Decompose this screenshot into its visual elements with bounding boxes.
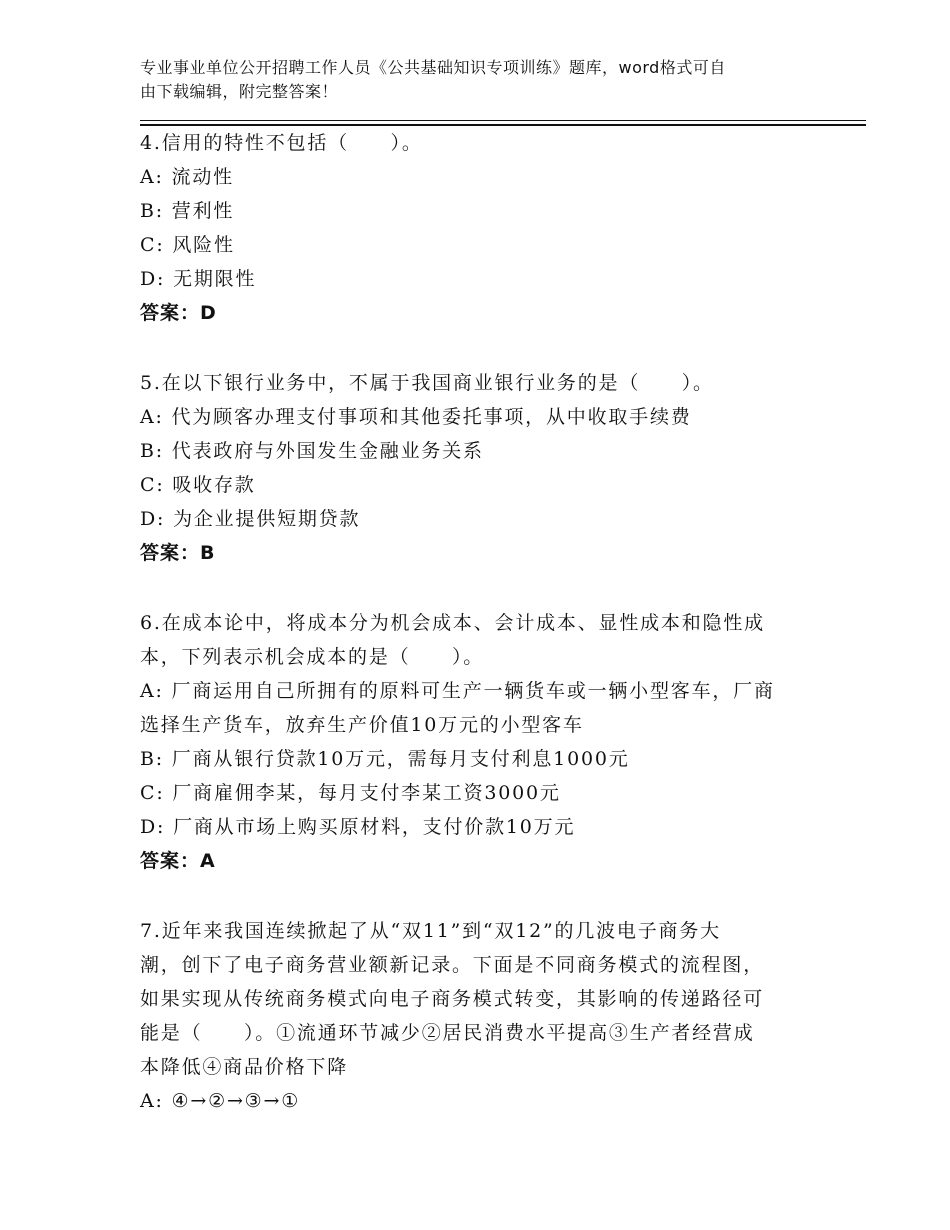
option-a-line: 选择生产货车，放弃生产价值10万元的小型客车 (140, 714, 584, 736)
question-list (140, 126, 820, 1118)
option-c: C: 吸收存款 (140, 474, 256, 496)
option-c: C: 厂商雇佣李某，每月支付李某工资3000元 (140, 782, 561, 804)
question-stem-line: 能是（ ）。①流通环节减少②居民消费水平提高③生产者经营成 (140, 1022, 755, 1044)
question-4 (140, 126, 820, 330)
option-a: A: ④→②→③→① (140, 1090, 301, 1112)
question-stem-line: 6.在成本论中，将成本分为机会成本、会计成本、显性成本和隐性成 (140, 612, 765, 634)
option-a-line: A: 厂商运用自己所拥有的原料可生产一辆货车或一辆小型客车，厂商 (140, 680, 775, 702)
question-stem-line: 本降低④商品价格下降 (140, 1056, 349, 1078)
question-stem-line: 如果实现从传统商务模式向电子商务模式转变，其影响的传递路径可 (140, 988, 765, 1010)
question-stem: 5.在以下银行业务中，不属于我国商业银行业务的是（ ）。 (140, 372, 714, 394)
question-5 (140, 366, 820, 570)
question-stem-line: 7.近年来我国连续掀起了从“双11”到“双12”的几波电子商务大 (140, 920, 721, 942)
option-a: A: 流动性 (140, 166, 234, 188)
header-line-2: 由下载编辑，附完整答案！ (140, 82, 339, 101)
question-6 (140, 606, 820, 878)
option-b: B: 厂商从银行贷款10万元，需每月支付利息1000元 (140, 748, 630, 770)
question-gap (140, 878, 820, 914)
answer-line: 答案：D (140, 302, 217, 324)
question-7 (140, 914, 820, 1118)
header-rule-top (140, 120, 866, 121)
question-stem-line: 潮，创下了电子商务营业额新记录。下面是不同商务模式的流程图， (140, 954, 765, 976)
answer-line: 答案：B (140, 542, 216, 564)
header-line-1: 专业事业单位公开招聘工作人员《公共基础知识专项训练》题库，word格式可自 (140, 58, 726, 77)
option-d: D: 厂商从市场上购买原材料，支付价款10万元 (140, 816, 576, 838)
question-gap (140, 570, 820, 606)
option-b: B: 代表政府与外国发生金融业务关系 (140, 440, 484, 462)
option-b: B: 营利性 (140, 200, 235, 222)
document-header (140, 56, 810, 104)
option-c: C: 风险性 (140, 234, 235, 256)
question-stem-line: 本，下列表示机会成本的是（ ）。 (140, 646, 485, 668)
option-d: D: 无期限性 (140, 268, 257, 290)
option-a: A: 代为顾客办理支付事项和其他委托事项，从中收取手续费 (140, 406, 692, 428)
question-stem: 4.信用的特性不包括（ ）。 (140, 132, 423, 154)
option-d: D: 为企业提供短期贷款 (140, 508, 361, 530)
question-gap (140, 330, 820, 366)
answer-line: 答案：A (140, 850, 216, 872)
